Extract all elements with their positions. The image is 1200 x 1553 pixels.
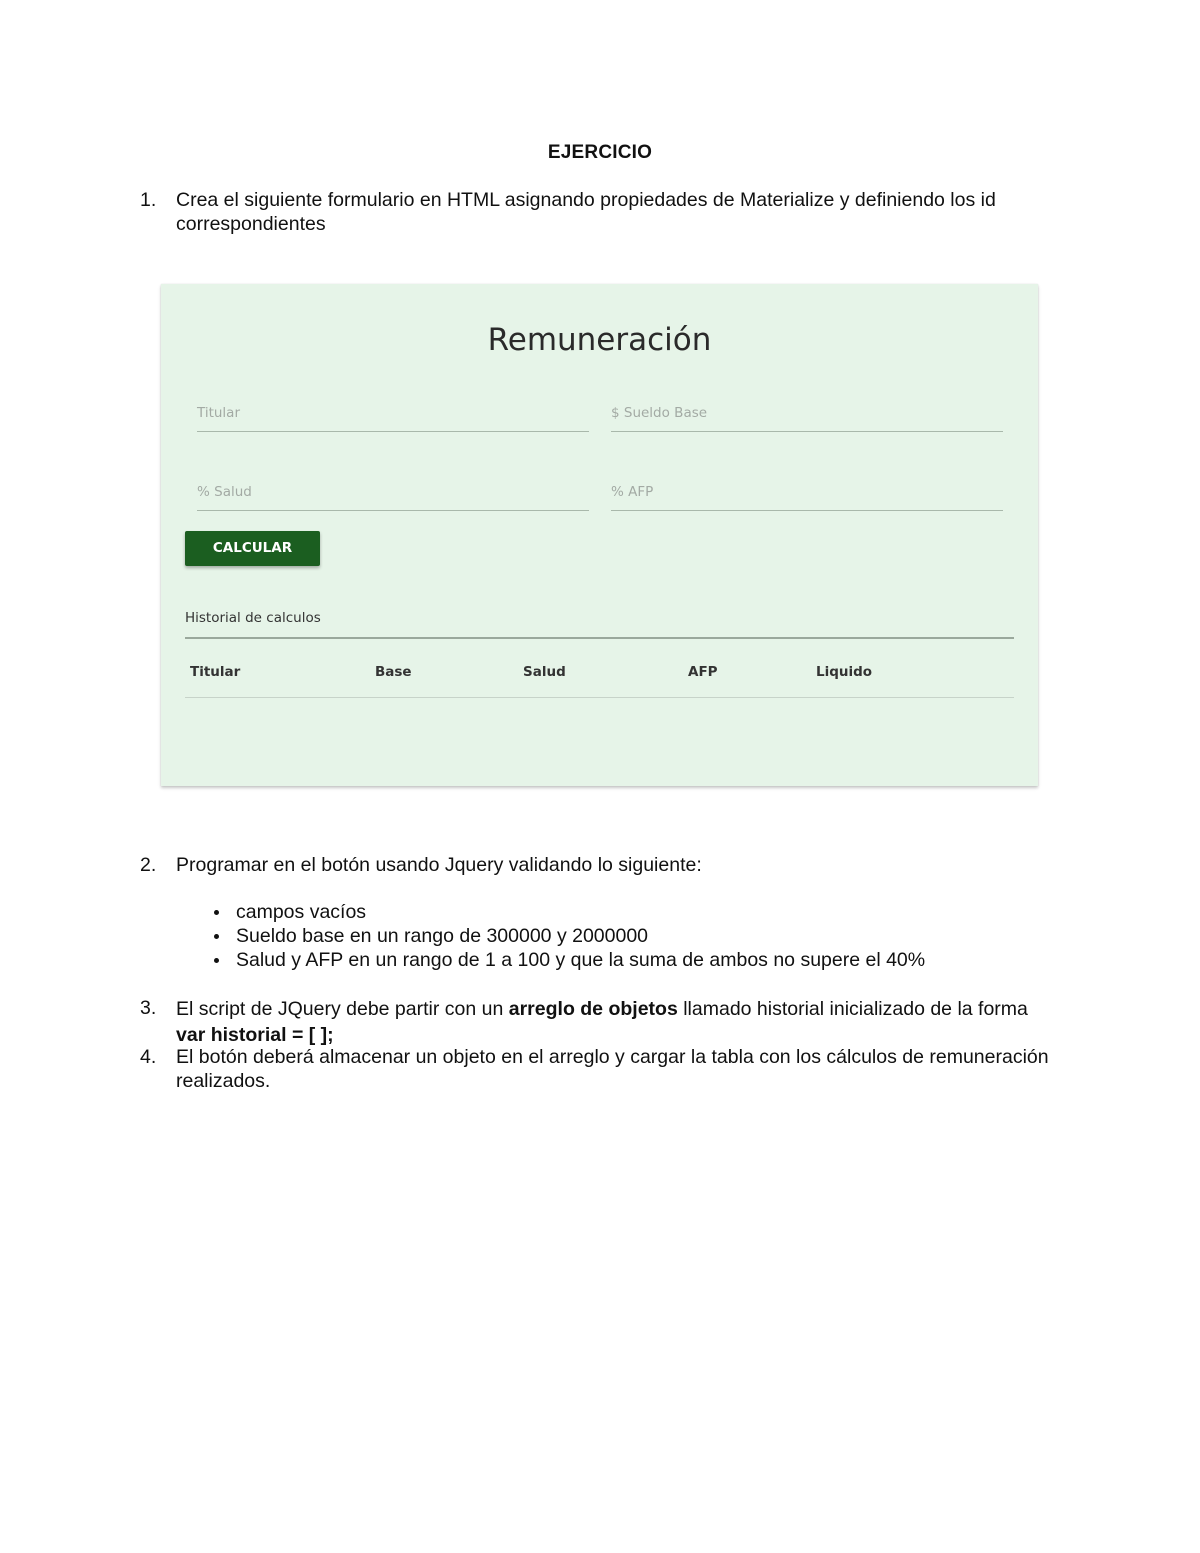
history-divider [185, 637, 1014, 639]
validation-list [206, 900, 925, 972]
text-segment: El script de JQuery debe partir con un [176, 998, 509, 1020]
table-header-titular: Titular [190, 664, 241, 680]
text-segment: llamado historial inicializado de la forma [677, 998, 1028, 1020]
titular-placeholder: Titular [197, 405, 241, 421]
afp-placeholder: % AFP [611, 484, 654, 500]
instruction-item-1 [140, 188, 1060, 236]
salud-field[interactable] [197, 480, 589, 511]
instruction-item-2 [140, 853, 1060, 877]
item-text [176, 996, 1060, 1048]
afp-field[interactable] [611, 480, 1003, 511]
instruction-item-4 [140, 1045, 1060, 1093]
table-divider [185, 697, 1014, 698]
item-number: 3. [140, 997, 157, 1019]
table-header-afp: AFP [688, 664, 718, 680]
list-item: Sueldo base en un rango de 300000 y 2000000 [206, 924, 925, 948]
item-number: 1. [140, 189, 157, 211]
code-snippet: var historial = [ ]; [176, 1024, 334, 1046]
item-number: 4. [140, 1046, 157, 1068]
form-title: Remuneración [487, 322, 712, 358]
sueldo-base-field[interactable] [611, 401, 1003, 432]
list-item: campos vacíos [206, 900, 925, 924]
history-label: Historial de calculos [185, 610, 321, 626]
item-text: Programar en el botón usando Jquery validando lo siguiente: [176, 854, 702, 876]
item-number: 2. [140, 854, 157, 876]
table-header-base: Base [375, 664, 412, 680]
document-title: EJERCICIO [547, 142, 653, 163]
instruction-item-3 [140, 996, 1060, 1048]
table-header-salud: Salud [523, 664, 566, 680]
item-text: Crea el siguiente formulario en HTML asignando propiedades de Materialize y definiendo los id correspondientes [176, 189, 996, 235]
calcular-button[interactable]: CALCULAR [185, 531, 320, 566]
salud-placeholder: % Salud [197, 484, 252, 500]
bold-text: arreglo de objetos [508, 998, 678, 1020]
sueldo-base-placeholder: $ Sueldo Base [611, 405, 708, 421]
form-screenshot [161, 284, 1038, 786]
titular-field[interactable] [197, 401, 589, 432]
item-text: El botón deberá almacenar un objeto en el arreglo y cargar la tabla con los cálculos de remuneración realizados. [176, 1046, 1049, 1092]
list-item: Salud y AFP en un rango de 1 a 100 y que la suma de ambos no supere el 40% [206, 948, 925, 972]
table-header-liquido: Liquido [816, 664, 873, 680]
